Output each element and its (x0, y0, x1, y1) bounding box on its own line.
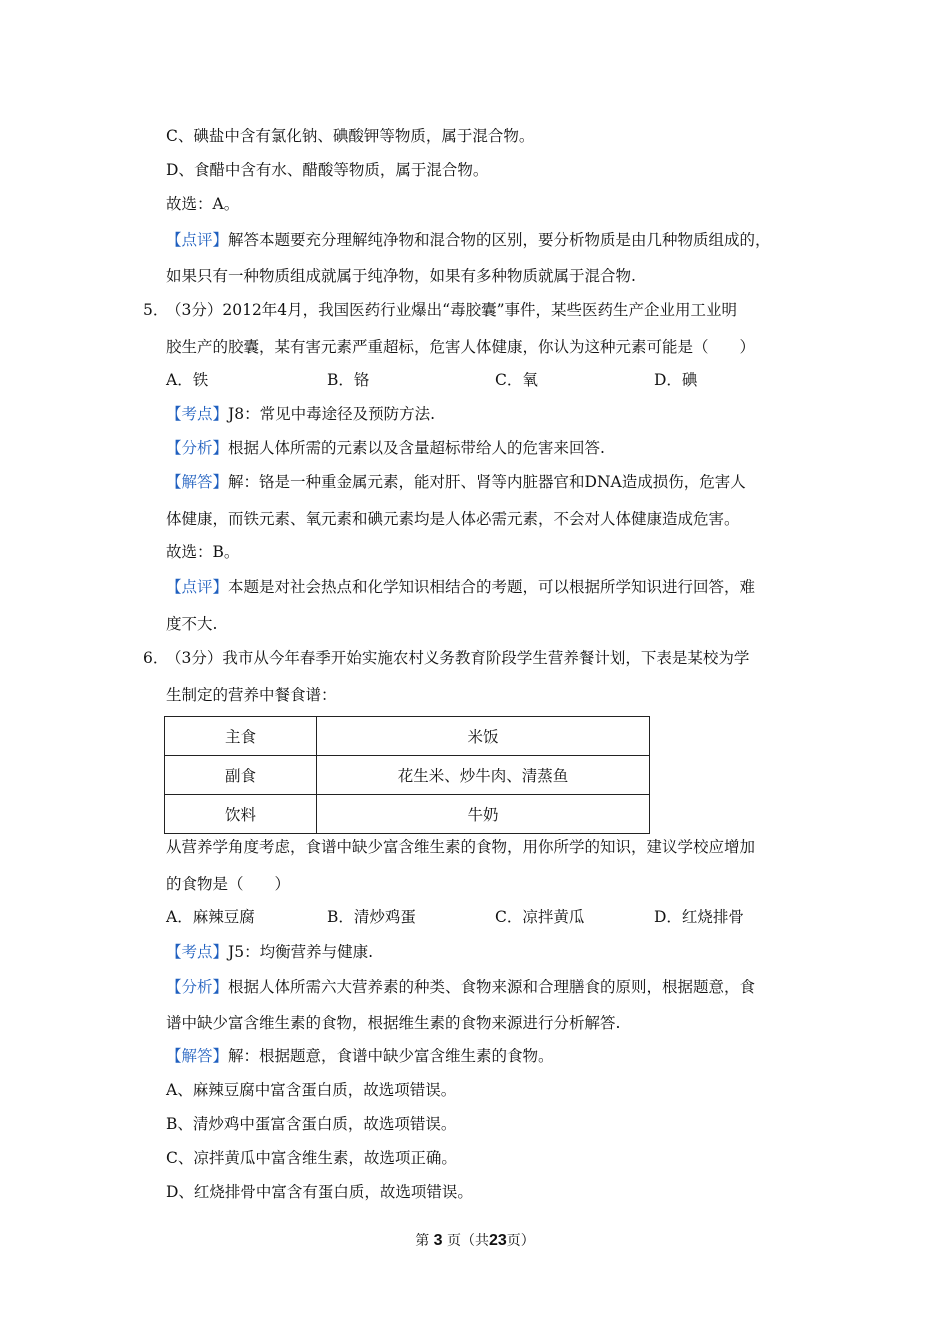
review-tag: 【点评】 (166, 231, 229, 249)
table-cell-value: 米饭 (317, 717, 650, 756)
table-row (165, 717, 650, 756)
option-a: A．铁 (166, 371, 209, 389)
q6-line-d: D、红烧排骨中富含有蛋白质，故选项错误。 (166, 1183, 473, 1201)
q6-stem-cont: 生制定的营养中餐食谱： (166, 686, 337, 704)
option-d: D．碘 (654, 371, 698, 389)
q5-jieda (166, 472, 746, 492)
q6-line-b: B、清炒鸡中蛋富含蛋白质，故选项错误。 (166, 1115, 457, 1133)
q5-kaodian (166, 404, 435, 424)
jieda-tag: 【解答】 (166, 473, 229, 491)
q6-fenxi (166, 977, 755, 997)
prev-option-d: D、食醋中含有水、醋酸等物质，属于混合物。 (166, 161, 489, 179)
review-tag: 【点评】 (166, 578, 229, 596)
fenxi-text: 根据人体所需六大营养素的种类、食物来源和合理膳食的原则，根据题意，食 (228, 978, 756, 996)
question-number: 5． (143, 301, 169, 319)
table-row (165, 756, 650, 795)
page-number: 3 (433, 1232, 443, 1249)
q5-review-cont: 度不大. (166, 615, 218, 633)
option-a: A．麻辣豆腐 (166, 908, 255, 926)
q6-stem-3: 从营养学角度考虑，食谱中缺少富含维生素的食物，用你所学的知识，建议学校应增加 (166, 838, 756, 856)
q5-stem-cont: 胶生产的胶囊，某有害元素严重超标，危害人体健康，你认为这种元素可能是（ ） (166, 338, 756, 356)
q6-line-c: C、凉拌黄瓜中富含维生素，故选项正确。 (166, 1149, 457, 1167)
footer-mid: 页（共 (447, 1233, 489, 1249)
table-cell-key: 主食 (165, 717, 317, 756)
footer-pre: 第 (415, 1233, 430, 1249)
fenxi-tag: 【分析】 (166, 978, 229, 996)
menu-table (164, 716, 650, 834)
prev-review (166, 230, 771, 250)
page-footer (0, 1230, 950, 1250)
table-row (165, 795, 650, 834)
fenxi-text: 根据人体所需的元素以及含量超标带给人的危害来回答. (228, 439, 605, 457)
q6-jieda (166, 1046, 554, 1066)
option-b: B．清炒鸡蛋 (327, 908, 416, 926)
q6-stem-4: 的食物是（ ） (166, 875, 291, 893)
q5-review (166, 577, 755, 597)
q5-answer: 故选：B。 (166, 543, 240, 561)
q6-line-a: A、麻辣豆腐中富含蛋白质，故选项错误。 (166, 1081, 457, 1099)
q5-jieda-cont: 体健康，而铁元素、氧元素和碘元素均是人体必需元素，不会对人体健康造成危害。 (166, 510, 740, 528)
kaodian-text: J5：均衡营养与健康. (228, 943, 374, 961)
kaodian-tag: 【考点】 (166, 405, 229, 423)
jieda-tag: 【解答】 (166, 1047, 229, 1065)
prev-option-c: C、碘盐中含有氯化钠、碘酸钾等物质，属于混合物。 (166, 127, 535, 145)
option-d: D．红烧排骨 (654, 908, 744, 926)
prev-answer: 故选：A。 (166, 195, 240, 213)
fenxi-tag: 【分析】 (166, 439, 229, 457)
option-c: C．凉拌黄瓜 (495, 908, 585, 926)
table-cell-key: 副食 (165, 756, 317, 795)
q5-fenxi (166, 438, 605, 458)
q5-stem: （3分）2012年4月，我国医药行业爆出“毒胶囊”事件，某些医药生产企业用工业明 (166, 301, 738, 319)
table-cell-key: 饮料 (165, 795, 317, 834)
prev-review-cont: 如果只有一种物质组成就属于纯净物，如果有多种物质就属于混合物. (166, 267, 636, 285)
q6-fenxi-cont: 谱中缺少富含维生素的食物，根据维生素的食物来源进行分析解答. (166, 1014, 621, 1032)
jieda-text: 解：根据题意，食谱中缺少富含维生素的食物。 (228, 1047, 554, 1065)
jieda-text: 解：铬是一种重金属元素，能对肝、肾等内脏器官和DNA造成损伤，危害人 (228, 473, 746, 491)
q6-kaodian (166, 942, 373, 962)
review-text: 解答本题要充分理解纯净物和混合物的区别，要分析物质是由几种物质组成的， (228, 231, 771, 249)
question-number: 6． (143, 649, 169, 667)
kaodian-text: J8：常见中毒途径及预防方法. (228, 405, 436, 423)
page-total: 23 (489, 1232, 507, 1249)
kaodian-tag: 【考点】 (166, 943, 229, 961)
q6-stem: （3分）我市从今年春季开始实施农村义务教育阶段学生营养餐计划，下表是某校为学 (166, 649, 750, 667)
option-c: C．氧 (495, 371, 538, 389)
table-cell-value: 花生米、炒牛肉、清蒸鱼 (317, 756, 650, 795)
footer-post: 页） (506, 1233, 535, 1249)
option-b: B．铬 (327, 371, 370, 389)
review-text: 本题是对社会热点和化学知识相结合的考题，可以根据所学知识进行回答，难 (228, 578, 756, 596)
table-cell-value: 牛奶 (317, 795, 650, 834)
